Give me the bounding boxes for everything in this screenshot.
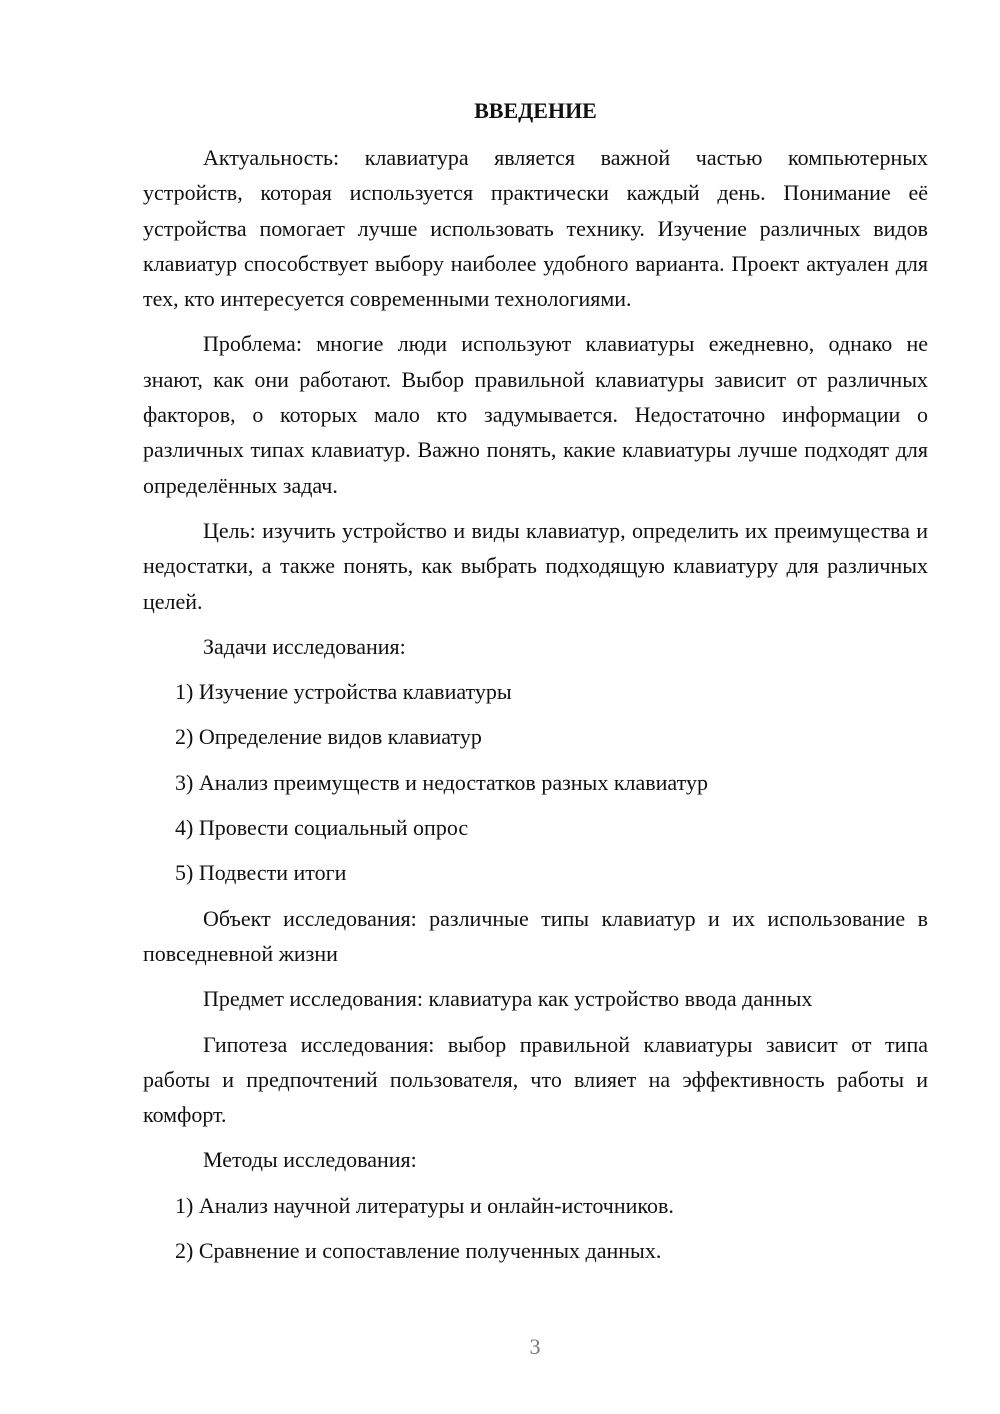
tasks-heading: Задачи исследования:	[203, 633, 406, 659]
relevance-paragraph: Актуальность: клавиатура является важной частью компьютерных устройств, которая используется практически каждый день. Понимание её устройства помогает лучше использовать технику. Изучение различных видов клавиатур способствует выбору наиболее удобного варианта. Проект актуален для тех, кто интересуется современными технологиями.	[143, 145, 928, 312]
page-number: 3	[529, 1334, 541, 1359]
methods-list	[143, 1188, 928, 1269]
methods-heading: Методы исследования:	[203, 1147, 417, 1173]
task-item: 1) Изучение устройства клавиатуры	[175, 679, 512, 705]
task-item: 3) Анализ преимуществ и недостатков разных клавиатур	[175, 769, 708, 795]
tasks-list	[143, 674, 928, 890]
task-item: 5) Подвести итоги	[175, 860, 347, 886]
goal-paragraph: Цель: изучить устройство и виды клавиатур, определить их преимущества и недостатки, а также понять, как выбрать подходящую клавиатуру для различных целей.	[143, 517, 928, 614]
page-content	[143, 96, 928, 1278]
subject-paragraph: Предмет исследования: клавиатура как устройство ввода данных	[203, 986, 813, 1012]
method-item: 1) Анализ научной литературы и онлайн-источников.	[175, 1192, 674, 1218]
task-item: 2) Определение видов клавиатур	[175, 724, 482, 750]
problem-paragraph: Проблема: многие люди используют клавиатуры ежедневно, однако не знают, как они работают. Выбор правильной клавиатуры зависит от различных факторов, о которых мало кто задумывается. Недостаточно информации о различных типах клавиатур. Важно понять, какие клавиатуры лучше подходят для определённых задач.	[143, 331, 928, 498]
object-paragraph: Объект исследования: различные типы клавиатур и их использование в повседневной жизни	[143, 905, 928, 966]
page-title: ВВЕДЕНИЕ	[474, 98, 597, 123]
task-item: 4) Провести социальный опрос	[175, 815, 469, 841]
method-item: 2) Сравнение и сопоставление полученных данных.	[175, 1238, 662, 1264]
hypothesis-paragraph: Гипотеза исследования: выбор правильной клавиатуры зависит от типа работы и предпочтений пользователя, что влияет на эффективность работы и комфорт.	[143, 1031, 928, 1128]
